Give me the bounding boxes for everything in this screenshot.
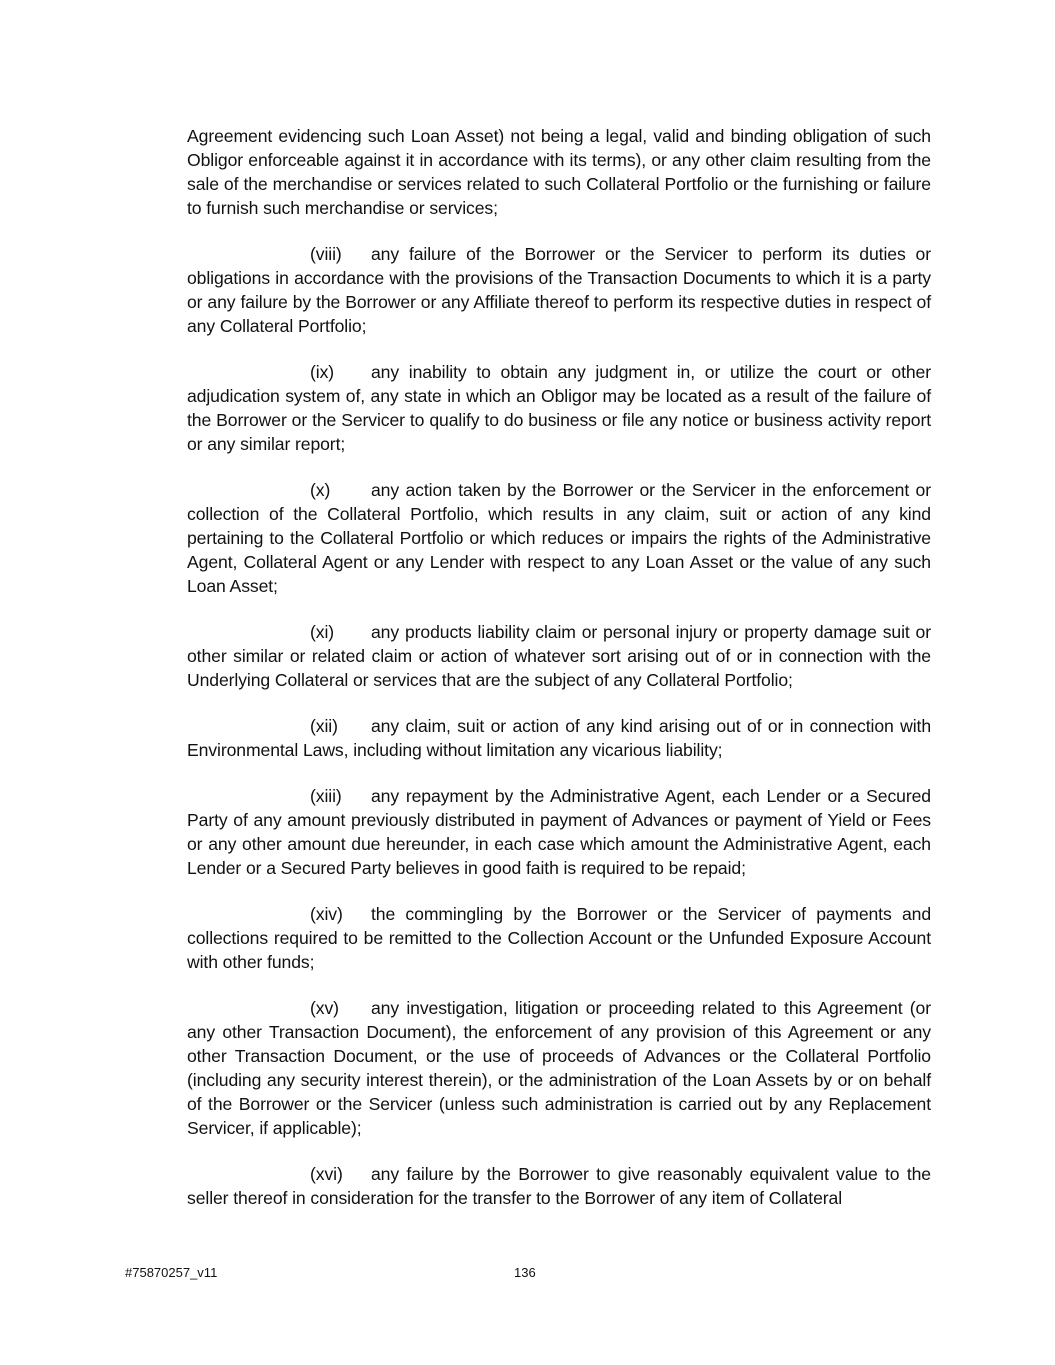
footer-document-id: #75870257_v11 (125, 1265, 218, 1280)
continuation-paragraph: Agreement evidencing such Loan Asset) not being a legal, valid and binding obligation of such Obligor enforceable against it in accordance with its terms), or any other claim resulting from the sale of the merchandise or services related to such Collateral Portfolio or the furnishing or failure to furnish such merchandise or services; (187, 126, 931, 218)
clause-xvi (187, 1162, 931, 1210)
clause-xiv (187, 902, 931, 974)
clause-text: any investigation, litigation or proceeding related to this Agreement (or any other Transaction Document), the enforcement of any provision of this Agreement or any other Transaction Document, or the use of proceeds of Advances or the Collateral Portfolio (including any security interest therein), or the administration of the Loan Assets by or on behalf of the Borrower or the Servicer (unless such administration is carried out by any Replacement Servicer, if applicable); (187, 998, 931, 1138)
clause-number: (xi) (310, 622, 335, 642)
clause-text: any inability to obtain any judgment in, or utilize the court or other adjudication system of, any state in which an Obligor may be located as a result of the failure of the Borrower or the Servicer to qualify to do business or file any notice or business activity report or any similar report; (187, 362, 931, 454)
clause-text: any action taken by the Borrower or the Servicer in the enforcement or collection of the Collateral Portfolio, which results in any claim, suit or action of any kind pertaining to the Collateral Portfolio or which reduces or impairs the rights of the Administrative Agent, Collateral Agent or any Lender with respect to any Loan Asset or the value of any such Loan Asset; (187, 480, 931, 596)
clause-text: any repayment by the Administrative Agent, each Lender or a Secured Party of any amount previously distributed in payment of Advances or payment of Yield or Fees or any other amount due hereunder, in each case which amount the Administrative Agent, each Lender or a Secured Party believes in good faith is required to be repaid; (187, 786, 931, 878)
clause-text: any failure of the Borrower or the Servicer to perform its duties or obligations in accordance with the provisions of the Transaction Documents to which it is a party or any failure by the Borrower or any Affiliate thereof to perform its respective duties in respect of any Collateral Portfolio; (187, 244, 931, 336)
clause-text: any products liability claim or personal injury or property damage suit or other similar or related claim or action of whatever sort arising out of or in connection with the Underlying Collateral or services that are the subject of any Collateral Portfolio; (187, 622, 931, 690)
clause-xii (187, 714, 931, 762)
clause-viii (187, 242, 931, 338)
clause-text: any claim, suit or action of any kind arising out of or in connection with Environmental Laws, including without limitation any vicarious liability; (187, 716, 931, 760)
document-body (187, 124, 931, 1232)
clause-xiii (187, 784, 931, 880)
clause-number: (xiv) (310, 904, 343, 924)
clause-number: (ix) (310, 362, 335, 382)
clause-number: (xvi) (310, 1164, 343, 1184)
clause-number: (xiii) (310, 786, 342, 806)
clause-text: any failure by the Borrower to give reasonably equivalent value to the seller thereof in consideration for the transfer to the Borrower of any item of Collateral (187, 1164, 931, 1208)
clause-number: (x) (310, 480, 331, 500)
clause-x (187, 478, 931, 598)
clause-ix (187, 360, 931, 456)
clause-number: (xii) (310, 716, 338, 736)
clause-xi (187, 620, 931, 692)
clause-number: (xv) (310, 998, 339, 1018)
footer-page-number: 136 (514, 1265, 536, 1280)
clause-text: the commingling by the Borrower or the Servicer of payments and collections required to be remitted to the Collection Account or the Unfunded Exposure Account with other funds; (187, 904, 931, 972)
clause-xv (187, 996, 931, 1140)
clause-number: (viii) (310, 244, 342, 264)
